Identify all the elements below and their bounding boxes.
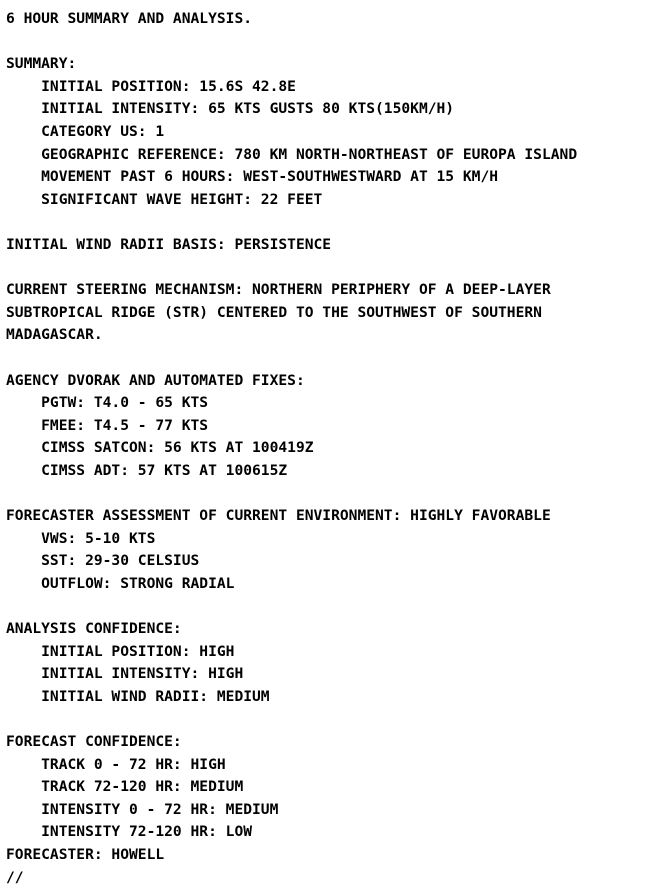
report-line: PGTW: T4.0 - 65 KTS	[6, 394, 209, 412]
report-line: ANALYSIS CONFIDENCE:	[6, 620, 182, 638]
report-line: SUBTROPICAL RIDGE (STR) CENTERED TO THE SOUTHWEST OF SOUTHERN	[6, 303, 542, 321]
report-line: INITIAL WIND RADII BASIS: PERSISTENCE	[6, 235, 332, 253]
report-line: //	[6, 868, 24, 886]
report-line: OUTFLOW: STRONG RADIAL	[6, 574, 235, 592]
report-line: FORECASTER ASSESSMENT OF CURRENT ENVIRONMENT: HIGHLY FAVORABLE	[6, 507, 551, 525]
report-line: INITIAL POSITION: 15.6S 42.8E	[6, 77, 296, 95]
report-line	[6, 347, 662, 370]
report-line: AGENCY DVORAK AND AUTOMATED FIXES:	[6, 371, 305, 389]
report-line: VWS: 5-10 KTS	[6, 529, 156, 547]
report-line: CATEGORY US: 1	[6, 122, 165, 140]
report-line: 6 HOUR SUMMARY AND ANALYSIS.	[6, 10, 253, 27]
report-line: SIGNIFICANT WAVE HEIGHT: 22 FEET	[6, 190, 323, 208]
report-line: INITIAL INTENSITY: 65 KTS GUSTS 80 KTS(150KM/H)	[6, 100, 455, 118]
report-line	[6, 708, 662, 731]
report-line	[6, 482, 662, 505]
report-line: INITIAL WIND RADII: MEDIUM	[6, 687, 270, 705]
report-line: TRACK 72-120 HR: MEDIUM	[6, 778, 244, 796]
report-line: CURRENT STEERING MECHANISM: NORTHERN PERIPHERY OF A DEEP-LAYER	[6, 281, 551, 299]
report-line: INITIAL INTENSITY: HIGH	[6, 665, 244, 683]
report-line: FMEE: T4.5 - 77 KTS	[6, 416, 209, 434]
report-line: SST: 29-30 CELSIUS	[6, 552, 200, 570]
report-line: CIMSS ADT: 57 KTS AT 100615Z	[6, 461, 288, 479]
report-line: GEOGRAPHIC REFERENCE: 780 KM NORTH-NORTHEAST OF EUROPA ISLAND	[6, 145, 578, 163]
report-line: TRACK 0 - 72 HR: HIGH	[6, 755, 226, 773]
report-line: MOVEMENT PAST 6 HOURS: WEST-SOUTHWESTWARD AT 15 KM/H	[6, 168, 499, 186]
report-line: SUMMARY:	[6, 55, 77, 73]
report-line: INITIAL POSITION: HIGH	[6, 642, 235, 660]
report-line	[6, 257, 662, 280]
report-line	[6, 211, 662, 234]
report-line: FORECAST CONFIDENCE:	[6, 733, 182, 750]
report-line: CIMSS SATCON: 56 KTS AT 100419Z	[6, 439, 314, 457]
report-line	[6, 595, 662, 618]
report-line: INTENSITY 0 - 72 HR: MEDIUM	[6, 800, 279, 818]
report-line: MADAGASCAR.	[6, 326, 103, 344]
report-line: FORECASTER: HOWELL	[6, 845, 165, 863]
report-line: INTENSITY 72-120 HR: LOW	[6, 823, 253, 841]
report-line	[6, 31, 662, 54]
